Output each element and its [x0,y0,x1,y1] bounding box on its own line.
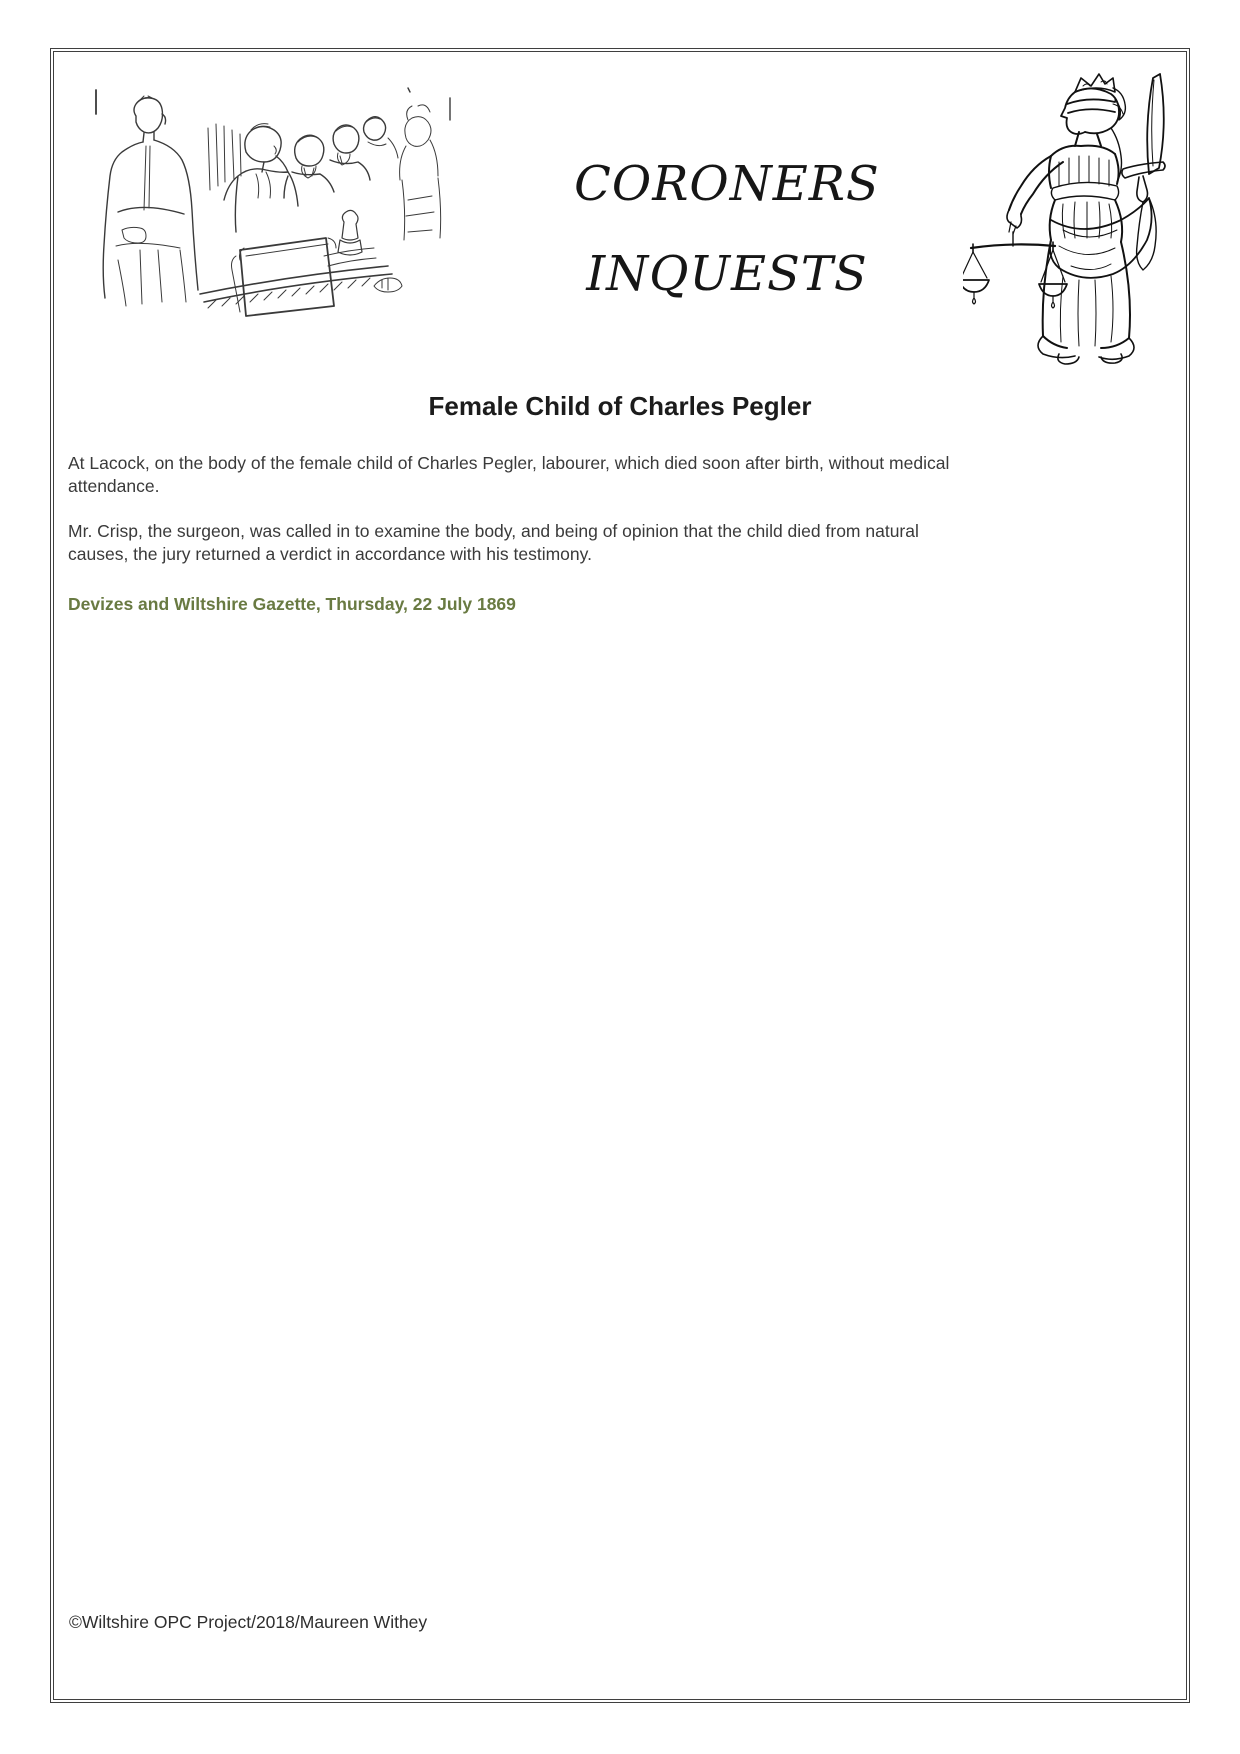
paragraph-1-line-2: attendance. [68,476,160,496]
courtroom-sketch-icon [88,80,458,320]
paragraph-2-line-2: causes, the jury returned a verdict in accordance with his testimony. [68,544,592,564]
source-citation: Devizes and Wiltshire Gazette, Thursday, 22 July 1869 [68,594,516,614]
article-paragraph-2 [68,520,1020,566]
copyright-footer: ©Wiltshire OPC Project/2018/Maureen Withey [69,1612,428,1632]
lady-justice-icon [963,70,1173,366]
courtroom-inquest-sketch-image [88,80,458,320]
lady-justice-image [963,70,1173,366]
masthead-title-line1: CORONERS [574,156,880,212]
masthead-title-line2: INQUESTS [586,246,868,302]
article-paragraph-1 [68,452,1020,498]
paragraph-1-line-1: At Lacock, on the body of the female child of Charles Pegler, labourer, which died soon after birth, without medical [68,453,950,473]
paragraph-2-line-1: Mr. Crisp, the surgeon, was called in to examine the body, and being of opinion that the child died from natural [68,521,919,541]
article-title: Female Child of Charles Pegler [428,391,812,421]
